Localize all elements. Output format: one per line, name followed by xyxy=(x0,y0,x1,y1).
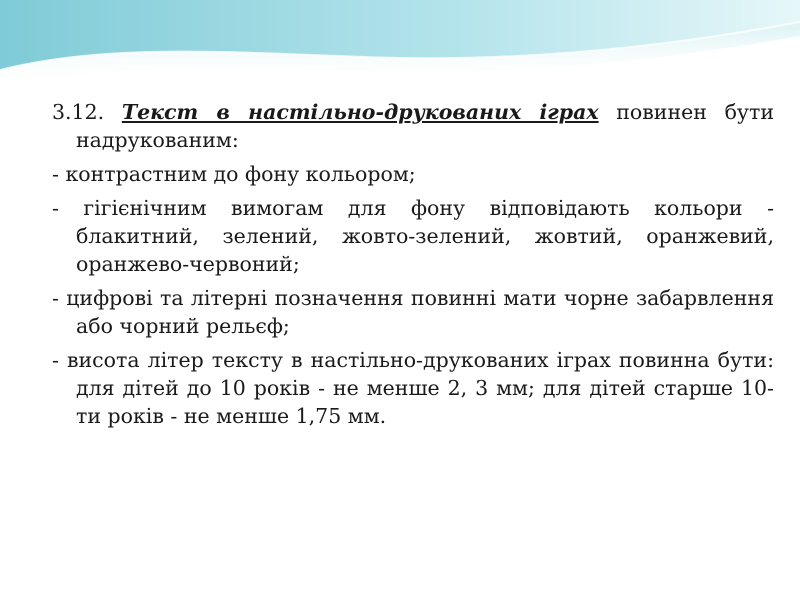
list-item: - гігієнічним вимогам для фону відповідають кольори - блакитний, зелений, жовто-зелений, жовтий, оранжевий, оранжево-червоний; xyxy=(52,196,774,276)
header-wave-decoration xyxy=(0,0,800,100)
section-heading: Текст в настільно-друкованих іграх xyxy=(121,100,599,124)
slide-content xyxy=(52,98,774,436)
section-number: 3.12. xyxy=(52,100,105,124)
list-item: - цифрові та літерні позначення повинні мати чорне забарвлення або чорний рельєф; xyxy=(52,286,774,338)
intro-paragraph xyxy=(52,98,774,154)
list-item: - висота літер тексту в настільно-друкованих іграх повинна бути: для дітей до 10 років - не менше 2, 3 мм; для дітей старше 10-ти років - не менше 1,75 мм. xyxy=(52,348,774,428)
list-item: - контрастним до фону кольором; xyxy=(52,162,416,186)
intro-rest: повинен бути надрукованим: xyxy=(76,100,774,152)
